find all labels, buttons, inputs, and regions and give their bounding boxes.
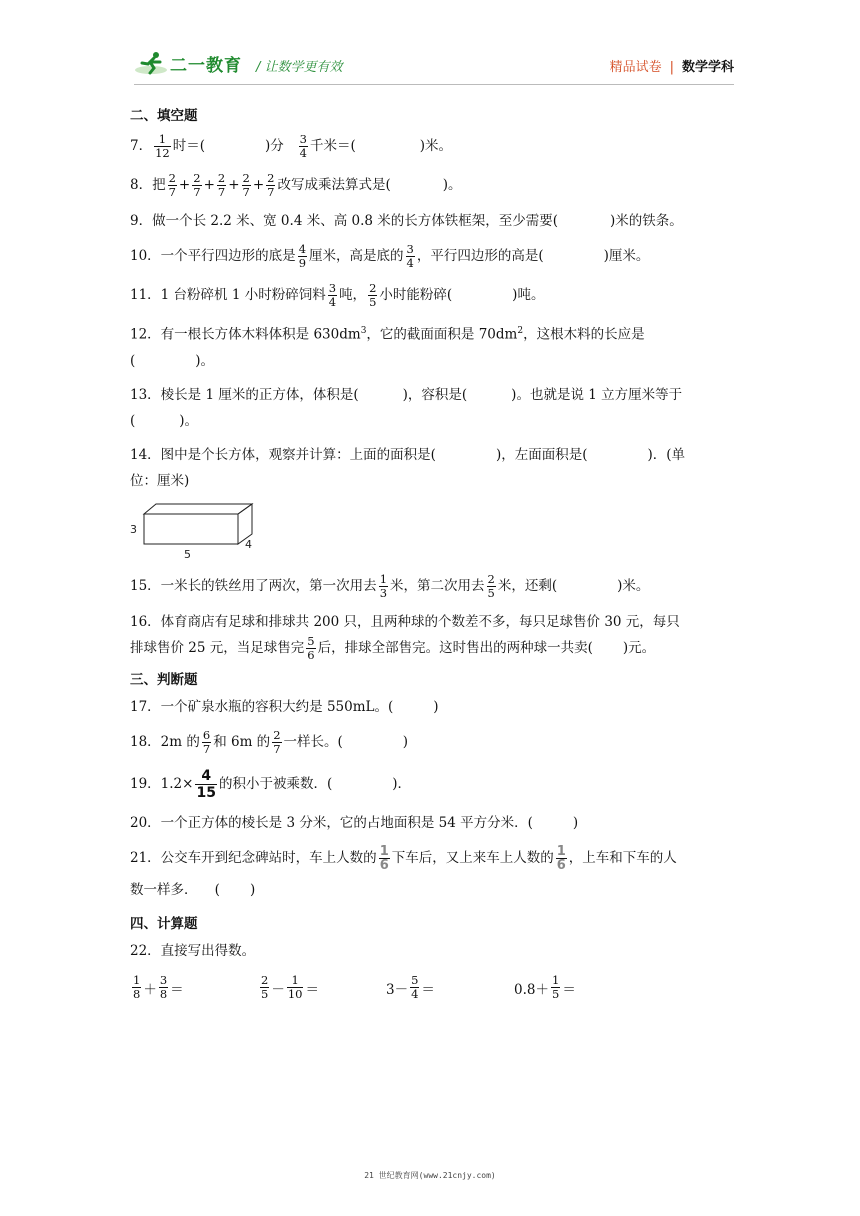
question-text: )． xyxy=(392,775,412,792)
question-text: )。 xyxy=(179,412,199,429)
fraction xyxy=(272,729,281,756)
calc-item-3 xyxy=(386,974,514,1001)
question-text: 米，还剩( xyxy=(497,577,558,594)
question-text: 21．公交车开到纪念碑站时，车上人数的 xyxy=(130,849,377,866)
question-text: 6 xyxy=(307,647,315,662)
question-text: 厘米，高是底的 xyxy=(309,248,404,264)
question-text: 8 xyxy=(159,987,168,1001)
calc-item-2 xyxy=(258,974,386,1001)
question-16 xyxy=(130,607,735,668)
question-text: )，容积是( xyxy=(402,386,468,403)
question-8: 8．把 $\frac{2}{7}$ + $\frac{2}{7}$ + $\frac{2}{7}$ + $\frac{2}{7}$ + $\frac{2}{7}$ 改写成乘法算式是( )。 xyxy=(130,171,462,199)
question-text: 6 xyxy=(556,857,566,873)
cuboid-diagram xyxy=(130,502,270,564)
fraction xyxy=(287,974,304,1001)
fraction xyxy=(379,573,388,600)
question-7: 7． $\frac{1}{12}$ 时＝( )分 $\frac{3}{4}$ 千米＝( )米。 xyxy=(130,132,453,160)
question-text: )。 xyxy=(195,352,215,369)
question-text: 2 xyxy=(261,973,269,987)
fraction xyxy=(306,635,315,662)
question-text: 5 xyxy=(487,585,495,600)
question-content xyxy=(130,104,735,1008)
question-text: 2 xyxy=(273,727,281,742)
question-text: 16．体育商店有足球和排球共 200 只，且两种球的个数差不多，每只足球售价 30 元，每只 xyxy=(130,613,680,630)
question-text: + xyxy=(228,177,240,193)
question-13 xyxy=(130,380,735,440)
question-text: )。也就是说 1 立方厘米等于 xyxy=(511,386,683,403)
question-text: 2 xyxy=(168,171,176,185)
question-21 xyxy=(130,840,735,912)
question-text: 9 xyxy=(298,256,307,270)
question-text: + xyxy=(203,177,215,193)
question-10 xyxy=(130,238,735,277)
question-text: 10．一个平行四边形的底是 xyxy=(130,248,296,264)
question-text: 3－ xyxy=(386,981,409,998)
question-text: 的积小于被乘数．( xyxy=(218,775,333,792)
question-18 xyxy=(130,724,735,763)
question-text: ＝ xyxy=(170,981,184,998)
runner-logo-icon xyxy=(134,50,168,76)
fraction xyxy=(260,974,269,1001)
fraction xyxy=(406,243,415,270)
question-text: 3 xyxy=(406,242,414,256)
question-17 xyxy=(130,692,735,724)
question-text: 4 xyxy=(411,987,419,1001)
question-text: 3 xyxy=(360,326,367,336)
question-text: 1 xyxy=(379,571,388,586)
question-text: 4 xyxy=(328,295,337,309)
tag-premium: 精品试卷 xyxy=(609,60,662,75)
question-text: 10 xyxy=(287,987,303,1001)
question-text: 和 6m 的 xyxy=(213,733,271,750)
fraction xyxy=(551,974,560,1001)
question-text: 2 xyxy=(242,171,250,185)
question-text: 7 xyxy=(242,185,250,199)
fraction xyxy=(299,133,308,160)
question-text: 4 xyxy=(406,256,414,270)
question-text: 小时能粉碎( xyxy=(379,287,453,303)
fraction xyxy=(159,974,168,1001)
question-text: )厘米。 xyxy=(603,248,650,264)
question-text: 下车后，又上来车上人数的 xyxy=(391,849,554,866)
cuboid-figure xyxy=(130,502,735,564)
question-text: ( xyxy=(214,881,220,898)
question-12 xyxy=(130,316,735,380)
question-text: )元。 xyxy=(622,639,656,656)
header-divider xyxy=(134,84,734,85)
question-text: 4 xyxy=(299,146,307,160)
question-text: 排球售价 25 元，当足球售完 xyxy=(130,639,305,656)
question-text: 1 xyxy=(556,843,566,859)
fraction xyxy=(298,243,307,270)
page-footer: 21 世纪教育网(www.21cnjy.com) xyxy=(364,1171,496,1180)
calc-row xyxy=(130,968,735,1008)
question-text: 20．一个正方体的棱长是 3 分米，它的占地面积是 54 平方分米．( xyxy=(130,814,533,831)
question-9: 9．做一个长 2.2 米、宽 0.4 米、高 0.8 米的长方体铁框架，至少需要( )米的铁条。 xyxy=(130,213,683,229)
label-length: 5 xyxy=(184,547,191,561)
question-text: )吨。 xyxy=(512,287,545,303)
logo xyxy=(134,50,242,76)
question-text: 1 xyxy=(287,974,304,988)
question-text: ＝ xyxy=(562,981,576,998)
fraction xyxy=(368,282,377,309)
question-text: 1 xyxy=(551,973,560,987)
section-judge-title: 三、判断题 xyxy=(130,671,198,688)
question-text: － xyxy=(271,981,285,998)
fraction xyxy=(195,768,216,801)
fraction xyxy=(410,974,419,1001)
question-15 xyxy=(130,568,735,607)
question-11 xyxy=(130,277,735,316)
question-text: 2 xyxy=(267,171,275,185)
question-text: 米，第二次用去 xyxy=(390,577,485,594)
question-text: 13．棱长是 1 厘米的正方体，体积是( xyxy=(130,386,359,403)
tag-subject: 数学学科 xyxy=(681,60,734,75)
logo-text: 二一教育 xyxy=(170,55,242,76)
question-text: ( xyxy=(130,352,136,369)
question-text: 后，排球全部售完。这时售出的两种球一共卖( xyxy=(317,639,593,656)
question-text: 5 xyxy=(411,973,419,987)
question-14 xyxy=(130,440,735,500)
fraction xyxy=(168,172,177,199)
question-text: 1 xyxy=(133,973,141,987)
question-22 xyxy=(130,936,735,968)
question-text: 15 xyxy=(196,784,216,801)
question-text: 5 xyxy=(307,633,315,648)
question-text: ＝ xyxy=(305,981,319,998)
fraction xyxy=(192,172,201,199)
question-text: )米。 xyxy=(617,577,650,594)
question-text: 6 xyxy=(202,727,211,742)
fraction xyxy=(328,282,337,309)
question-text: 5 xyxy=(551,987,560,1001)
question-text: 5 xyxy=(369,295,377,309)
section-fill-title: 二、填空题 xyxy=(130,108,198,124)
question-text: ＝ xyxy=(421,981,435,998)
question-text: 4 xyxy=(298,242,307,256)
question-text: 7 xyxy=(267,185,275,199)
question-text: ，平行四边形的高是( xyxy=(416,248,544,264)
question-text: + xyxy=(252,177,265,193)
tag-divider: | xyxy=(669,60,674,75)
question-text: 0.8＋ xyxy=(514,981,549,998)
fraction xyxy=(132,974,141,1001)
fraction xyxy=(487,573,496,600)
question-text: 8 xyxy=(133,987,141,1001)
fraction xyxy=(266,172,275,199)
question-text: 5 xyxy=(261,987,269,1001)
question-text: 2 xyxy=(487,571,495,586)
question-text: ) xyxy=(402,733,409,750)
question-text: 1 xyxy=(154,133,171,147)
question-text: 12 xyxy=(155,146,170,160)
question-text: ，上车和下车的人 xyxy=(568,849,677,866)
question-text: 14．图中是个长方体，观察并计算：上面的面积是( xyxy=(130,446,436,463)
question-text: 22．直接写出得数。 xyxy=(130,942,256,959)
question-text: )，左面面积是( xyxy=(495,446,588,463)
question-text: 3 xyxy=(299,132,307,146)
fraction xyxy=(556,845,567,872)
question-text: 2 xyxy=(193,171,201,185)
question-text: 7 xyxy=(202,741,211,756)
brand-tags xyxy=(610,56,734,75)
question-text: 7 xyxy=(273,741,281,756)
fraction xyxy=(217,172,226,199)
slogan: / 让数学更有效 xyxy=(256,60,343,75)
question-text: 吨， xyxy=(339,287,367,303)
question-text: ( xyxy=(130,412,136,429)
question-text: 2 xyxy=(217,171,226,185)
section-calc-title: 四、计算题 xyxy=(130,915,198,932)
question-19 xyxy=(130,763,735,808)
question-text: ) xyxy=(433,698,439,715)
question-text: 3 xyxy=(328,281,337,295)
question-text: ，这根木料的长应是 xyxy=(523,326,645,343)
label-width: 4 xyxy=(245,537,252,551)
question-text: ，它的截面面积是 70dm xyxy=(366,326,518,343)
question-text: 11．1 台粉碎机 1 小时粉碎饲料 xyxy=(130,287,326,303)
question-text: ) xyxy=(249,881,256,898)
question-text: 7 xyxy=(168,185,176,199)
question-text: ) xyxy=(572,814,579,831)
page-header xyxy=(134,46,734,86)
question-text: 1 xyxy=(379,843,389,859)
question-text: 15．一米长的铁丝用了两次，第一次用去 xyxy=(130,577,377,594)
question-text: 7 xyxy=(217,185,226,199)
question-text: 2 xyxy=(369,281,377,295)
label-height: 3 xyxy=(130,522,137,536)
question-text: )．(单 xyxy=(647,446,686,463)
fraction xyxy=(202,729,211,756)
question-text: ＋ xyxy=(143,981,157,998)
question-text: 位：厘米) xyxy=(130,472,190,489)
fraction xyxy=(379,845,390,872)
fraction xyxy=(154,133,171,160)
question-text: 3 xyxy=(379,585,388,600)
question-text: 一样长。( xyxy=(283,733,343,750)
question-text: 6 xyxy=(379,857,389,873)
question-text: + xyxy=(178,177,191,193)
question-text: 4 xyxy=(195,768,216,785)
question-text: 18．2m 的 xyxy=(130,733,200,750)
question-text: 17．一个矿泉水瓶的容积大约是 550mL。( xyxy=(130,698,394,715)
question-text: 3 xyxy=(159,973,168,987)
question-20 xyxy=(130,808,735,840)
question-text: 12．有一根长方体木料体积是 630dm xyxy=(130,326,361,343)
calc-item-4 xyxy=(514,974,642,1001)
calc-item-1 xyxy=(130,974,258,1001)
fraction xyxy=(242,172,251,199)
question-text: 2 xyxy=(517,326,524,336)
question-text: 7 xyxy=(193,185,201,199)
question-text: 19．1.2× xyxy=(130,775,194,792)
question-text: 数一样多． xyxy=(130,881,198,898)
